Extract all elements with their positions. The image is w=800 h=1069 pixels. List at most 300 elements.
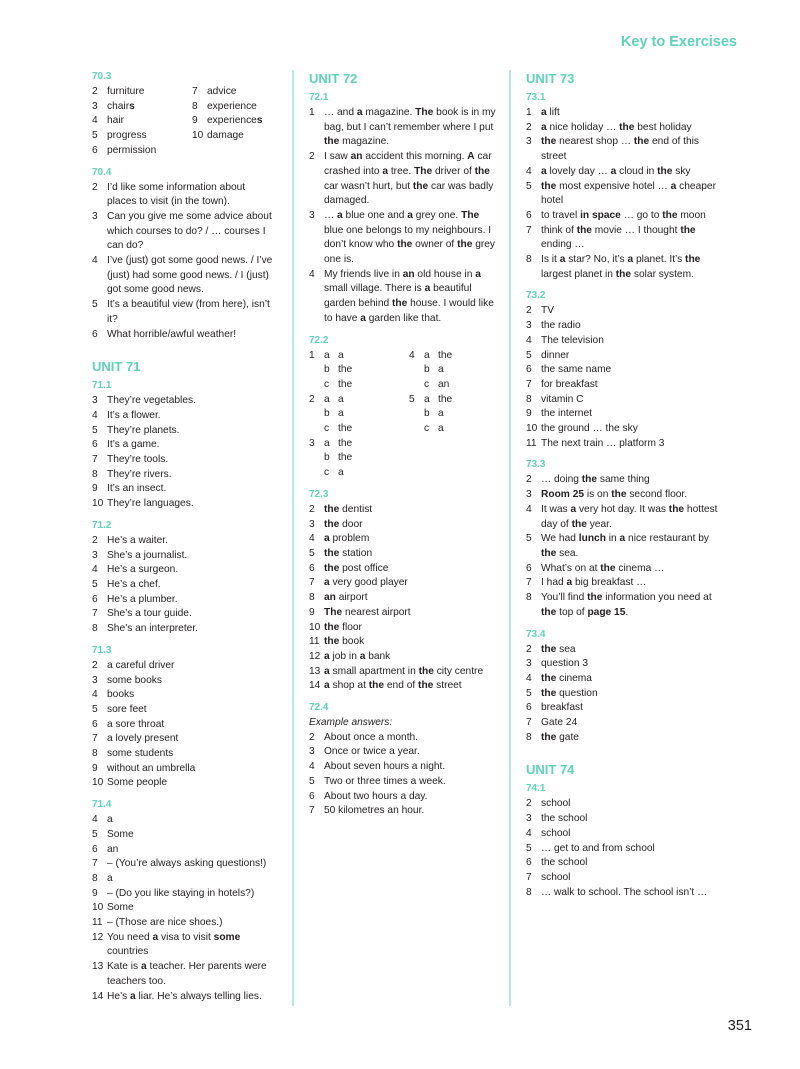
answer-text: hair bbox=[107, 115, 124, 127]
answer-text: a lovely present bbox=[107, 733, 179, 745]
answer-item bbox=[92, 438, 277, 453]
answer-number: 6 bbox=[526, 209, 532, 221]
answer-item bbox=[309, 437, 409, 452]
answer-text: a problem bbox=[324, 533, 370, 545]
answer-item bbox=[526, 304, 721, 319]
answer-number: 4 bbox=[526, 503, 532, 515]
answer-text: the school bbox=[541, 857, 588, 869]
answer-list bbox=[526, 304, 721, 451]
answer-text: progress bbox=[107, 130, 147, 142]
answer-number bbox=[409, 407, 424, 422]
answer-text: About seven hours a night. bbox=[324, 761, 446, 773]
answer-item bbox=[92, 688, 277, 703]
answer-item bbox=[92, 703, 277, 718]
answer-item bbox=[409, 363, 499, 378]
answer-number: 6 bbox=[92, 843, 98, 855]
answer-item bbox=[526, 827, 721, 842]
answer-item bbox=[526, 871, 721, 886]
answer-item bbox=[526, 106, 721, 121]
answer-number: 11 bbox=[526, 437, 537, 449]
answer-number: 14 bbox=[309, 680, 321, 692]
answer-text: a bbox=[338, 408, 344, 420]
answer-item bbox=[526, 591, 721, 620]
answer-item bbox=[526, 657, 721, 672]
answer-item bbox=[92, 534, 277, 549]
answer-number bbox=[309, 407, 324, 422]
answer-text: the bbox=[338, 423, 353, 435]
answer-number: 3 bbox=[309, 518, 315, 530]
exercise-label: 73.3 bbox=[526, 459, 546, 471]
answer-number: 8 bbox=[526, 731, 532, 743]
answer-item bbox=[309, 407, 409, 422]
answer-number: 4 bbox=[526, 672, 532, 684]
answer-number: 10 bbox=[92, 498, 104, 510]
answer-text: a sore throat bbox=[107, 718, 165, 730]
answer-item bbox=[309, 393, 409, 408]
answer-letter: a bbox=[424, 349, 430, 361]
answer-number: 2 bbox=[92, 86, 98, 97]
answer-text: Some bbox=[107, 828, 134, 840]
answer-number: 10 bbox=[92, 777, 104, 789]
answer-item bbox=[526, 422, 721, 437]
answer-item bbox=[309, 268, 499, 327]
exercise-label: 70.3 bbox=[92, 71, 112, 82]
answer-letter: c bbox=[424, 378, 430, 390]
answer-number: 9 bbox=[92, 887, 98, 899]
answer-number: 6 bbox=[309, 790, 315, 802]
answer-item bbox=[92, 424, 277, 439]
exercise-70-3 bbox=[92, 70, 277, 159]
answer-item bbox=[92, 887, 277, 902]
answer-text: Once or twice a year. bbox=[324, 746, 420, 758]
answer-item bbox=[92, 718, 277, 733]
answer-text: the radio bbox=[541, 320, 581, 332]
answer-item bbox=[309, 518, 499, 533]
answer-number: 6 bbox=[526, 702, 532, 714]
answer-text: She’s an interpreter. bbox=[107, 623, 198, 635]
answer-item bbox=[92, 776, 277, 791]
answer-text: vitamin C bbox=[541, 393, 584, 405]
exercise-label: 70.4 bbox=[92, 166, 112, 178]
answer-letter: b bbox=[324, 408, 330, 420]
answer-item bbox=[92, 563, 277, 578]
answer-item bbox=[92, 578, 277, 593]
answer-item bbox=[309, 532, 499, 547]
answer-item bbox=[309, 760, 499, 775]
answer-number: 13 bbox=[309, 665, 321, 677]
answer-item bbox=[526, 886, 721, 901]
answer-text: permission bbox=[107, 144, 157, 156]
answer-item bbox=[92, 960, 277, 989]
answer-number: 4 bbox=[92, 814, 98, 826]
answer-number: 7 bbox=[92, 608, 98, 620]
answer-number: 3 bbox=[526, 489, 532, 501]
exercise-70-4 bbox=[92, 166, 277, 343]
answer-item bbox=[309, 679, 499, 694]
answer-item bbox=[309, 349, 409, 364]
answer-number: 4 bbox=[92, 409, 98, 421]
column-2 bbox=[309, 70, 499, 826]
answer-list bbox=[192, 85, 282, 159]
answer-item bbox=[92, 990, 277, 1005]
answer-text: They’re planets. bbox=[107, 424, 180, 436]
answer-letter: c bbox=[324, 423, 330, 435]
answer-letter: b bbox=[424, 364, 430, 376]
answer-item bbox=[526, 503, 721, 532]
answer-number: 7 bbox=[526, 871, 532, 883]
answer-text: the sea bbox=[541, 643, 576, 655]
answer-letter: b bbox=[424, 408, 430, 420]
answer-number: 1 bbox=[309, 107, 315, 118]
answer-item bbox=[526, 180, 721, 209]
answer-number: 3 bbox=[309, 209, 315, 221]
answer-number bbox=[409, 378, 424, 393]
answer-number: 7 bbox=[526, 717, 532, 729]
unit-72-title: UNIT 72 bbox=[309, 71, 358, 86]
answer-number: 14 bbox=[92, 990, 104, 1002]
answer-list bbox=[92, 659, 277, 791]
answer-number: 10 bbox=[526, 423, 538, 435]
answer-text: They’re tools. bbox=[107, 454, 169, 466]
answer-number: 3 bbox=[92, 100, 98, 112]
example-note: Example answers: bbox=[309, 717, 393, 729]
answer-text: dinner bbox=[541, 349, 570, 361]
answer-text: the bbox=[338, 452, 353, 464]
answer-item bbox=[526, 643, 721, 658]
answer-number bbox=[309, 422, 324, 437]
exercise-label: 72.3 bbox=[309, 488, 329, 500]
answer-text: a lovely day … a cloud in the sky bbox=[541, 165, 691, 177]
answer-text: the bbox=[338, 437, 353, 449]
answer-text: the dentist bbox=[324, 503, 373, 515]
exercise-label: 74.1 bbox=[526, 783, 546, 795]
answer-number: 3 bbox=[526, 320, 532, 332]
answer-number: 2 bbox=[92, 534, 98, 546]
answer-text: books bbox=[107, 689, 135, 701]
exercise-72-4 bbox=[309, 701, 499, 819]
answer-item bbox=[526, 731, 721, 746]
answer-item bbox=[92, 453, 277, 468]
answer-text: They’re vegetables. bbox=[107, 395, 196, 407]
answer-text: 50 kilometres an hour. bbox=[324, 805, 425, 817]
answer-item bbox=[92, 931, 277, 960]
answer-number bbox=[309, 466, 324, 481]
answer-item bbox=[92, 622, 277, 637]
answer-text: About two hours a day. bbox=[324, 790, 428, 802]
answer-number: 12 bbox=[92, 931, 104, 943]
answer-number: 8 bbox=[526, 886, 532, 898]
answer-item bbox=[92, 254, 277, 298]
answer-number: 3 bbox=[92, 210, 98, 222]
answer-number: 4 bbox=[526, 827, 532, 839]
exercise-label: 72.2 bbox=[309, 334, 329, 346]
answer-text: breakfast bbox=[541, 702, 583, 714]
answer-text: Is it a star? No, it’s a planet. It’s the largest planet in the solar system. bbox=[541, 254, 701, 280]
answer-list bbox=[92, 534, 277, 637]
answer-list bbox=[526, 473, 721, 620]
answer-text: the bbox=[338, 378, 353, 390]
answer-item bbox=[309, 650, 499, 665]
answer-number: 5 bbox=[92, 703, 98, 715]
exercise-label: 71.1 bbox=[92, 380, 112, 392]
answer-list bbox=[526, 643, 721, 746]
answer-number: 1 bbox=[526, 107, 532, 118]
answer-item bbox=[309, 547, 499, 562]
answer-text: some books bbox=[107, 674, 162, 686]
answer-number: 5 bbox=[92, 424, 98, 436]
exercise-label: 72.4 bbox=[309, 702, 329, 714]
answer-letter: a bbox=[324, 393, 330, 405]
exercise-label: 71.2 bbox=[92, 519, 112, 531]
answer-text: the question bbox=[541, 687, 598, 699]
answer-item bbox=[526, 672, 721, 687]
answer-text: a small apartment in the city centre bbox=[324, 665, 484, 677]
answer-text: school bbox=[541, 798, 571, 810]
answer-item bbox=[92, 828, 277, 843]
answer-letter: a bbox=[324, 349, 330, 361]
answer-item bbox=[526, 253, 721, 282]
answer-text: The next train … platform 3 bbox=[541, 437, 665, 449]
answer-number: 4 bbox=[309, 761, 315, 773]
answer-text: for breakfast bbox=[541, 378, 598, 390]
answer-text: the nearest shop … the end of this street bbox=[541, 136, 699, 163]
answer-number: 10 bbox=[92, 902, 104, 914]
answer-item bbox=[92, 298, 277, 327]
answer-number: 4 bbox=[92, 115, 98, 127]
answer-number: 11 bbox=[309, 636, 320, 648]
answer-item bbox=[92, 210, 277, 254]
answer-number: 8 bbox=[92, 623, 98, 635]
answer-item bbox=[409, 378, 499, 393]
answer-number: 6 bbox=[92, 439, 98, 451]
answer-text: … get to and from school bbox=[541, 842, 655, 854]
answer-number: 7 bbox=[309, 805, 315, 817]
answer-item bbox=[309, 790, 499, 805]
answer-item bbox=[526, 562, 721, 577]
answer-text: I had a big breakfast … bbox=[541, 577, 647, 589]
answer-text: the floor bbox=[324, 621, 362, 633]
unit-73-title: UNIT 73 bbox=[526, 71, 575, 86]
answer-text: a careful driver bbox=[107, 659, 175, 671]
exercise-72-3 bbox=[309, 488, 499, 694]
answer-item bbox=[92, 482, 277, 497]
answer-number bbox=[409, 363, 424, 378]
answer-text: … and a magazine. The book is in my bag, but I can’t remember where I put the magazine. bbox=[324, 107, 496, 148]
unit-71-title: UNIT 71 bbox=[92, 359, 141, 375]
answer-text: the station bbox=[324, 547, 373, 559]
answer-number: 3 bbox=[92, 395, 98, 407]
answer-item bbox=[409, 393, 499, 408]
answer-text: a very good player bbox=[324, 577, 408, 589]
answer-number: 7 bbox=[92, 858, 98, 870]
answer-item bbox=[526, 334, 721, 349]
answer-item bbox=[92, 409, 277, 424]
exercise-71-4 bbox=[92, 798, 277, 1004]
answer-item bbox=[309, 363, 409, 378]
answer-item bbox=[92, 394, 277, 409]
answer-item bbox=[526, 701, 721, 716]
answer-list bbox=[526, 797, 721, 900]
answer-number bbox=[309, 451, 324, 466]
answer-text: damage bbox=[207, 130, 244, 142]
answer-text: the bbox=[438, 349, 453, 361]
answer-number: 5 bbox=[309, 775, 315, 787]
answer-text: the cinema bbox=[541, 672, 592, 684]
answer-number: 11 bbox=[92, 917, 103, 929]
answer-text: to travel in space … go to the moon bbox=[541, 209, 706, 221]
answer-item bbox=[526, 224, 721, 253]
answer-number bbox=[309, 378, 324, 393]
answer-item bbox=[409, 349, 499, 364]
answer-item bbox=[409, 407, 499, 422]
answer-text: What’s on at the cinema … bbox=[541, 562, 665, 574]
answer-text: some students bbox=[107, 748, 174, 760]
answer-list bbox=[92, 394, 277, 512]
answer-number: 5 bbox=[92, 578, 98, 590]
answer-text: sore feet bbox=[107, 703, 147, 715]
answer-letter: c bbox=[424, 423, 430, 435]
answer-text: It’s an insect. bbox=[107, 483, 167, 495]
answer-text: They’re languages. bbox=[107, 498, 194, 510]
answer-list bbox=[92, 85, 192, 159]
answer-text: I’d like some information about places to visit (in the town). bbox=[107, 181, 246, 208]
answer-text: think of the movie … I thought the ending … bbox=[541, 224, 696, 251]
answer-item bbox=[526, 135, 721, 164]
answer-text: chairs bbox=[107, 100, 135, 112]
answer-number: 5 bbox=[92, 828, 98, 840]
exercise-72-2 bbox=[309, 334, 499, 481]
answer-item bbox=[92, 762, 277, 777]
answer-number: 6 bbox=[526, 857, 532, 869]
answer-text: He’s a plumber. bbox=[107, 593, 178, 605]
answer-letter: c bbox=[324, 378, 330, 390]
answer-text: the same name bbox=[541, 364, 612, 376]
answer-number: 2 bbox=[92, 181, 98, 193]
answer-item bbox=[192, 85, 282, 100]
answer-number: 2 bbox=[526, 121, 532, 133]
answer-text: Can you give me some advice about which courses to do? / … courses I can do? bbox=[107, 210, 272, 252]
answer-item bbox=[526, 363, 721, 378]
answer-number bbox=[309, 363, 324, 378]
answer-number: 3 bbox=[92, 549, 98, 561]
answer-item bbox=[92, 181, 277, 210]
answer-number: 4 bbox=[92, 564, 98, 576]
answer-number: 10 bbox=[309, 621, 321, 633]
answer-item bbox=[526, 378, 721, 393]
exercise-label: 73.4 bbox=[526, 628, 546, 640]
answer-number: 3 bbox=[526, 658, 532, 670]
answer-number: 6 bbox=[92, 718, 98, 730]
answer-item bbox=[309, 562, 499, 577]
answer-number: 2 bbox=[526, 643, 532, 655]
answer-text: the school bbox=[541, 813, 588, 825]
answer-item bbox=[526, 319, 721, 334]
answer-item bbox=[92, 607, 277, 622]
answer-text: an airport bbox=[324, 592, 368, 604]
answer-item bbox=[526, 165, 721, 180]
answer-number: 8 bbox=[526, 592, 532, 604]
answer-number: 12 bbox=[309, 650, 321, 662]
exercise-label: 73.2 bbox=[526, 290, 546, 302]
answer-item bbox=[92, 144, 192, 159]
answer-text: He’s a surgeon. bbox=[107, 564, 179, 576]
exercise-label: 72.1 bbox=[309, 92, 329, 103]
answer-text: a lift bbox=[541, 107, 560, 118]
answer-item bbox=[309, 150, 499, 209]
answer-number: 2 bbox=[526, 305, 532, 317]
answer-item bbox=[309, 635, 499, 650]
answer-number: 13 bbox=[92, 961, 104, 973]
exercise-74-1 bbox=[526, 782, 721, 900]
answer-text: an bbox=[107, 843, 119, 855]
answer-item bbox=[526, 349, 721, 364]
answer-number: 7 bbox=[309, 577, 315, 589]
exercise-71-2 bbox=[92, 519, 277, 637]
answer-list bbox=[92, 181, 277, 343]
exercise-73-4 bbox=[526, 628, 721, 746]
answer-number: 2 bbox=[526, 474, 532, 486]
answer-number: 7 bbox=[526, 378, 532, 390]
answer-item bbox=[526, 437, 721, 452]
answer-item bbox=[309, 665, 499, 680]
answer-item bbox=[309, 209, 499, 268]
answer-text: Room 25 is on the second floor. bbox=[541, 489, 688, 501]
answer-text: – (Do you like staying in hotels?) bbox=[107, 887, 255, 899]
answer-item bbox=[192, 114, 282, 129]
answer-text: You need a visa to visit some countries bbox=[107, 931, 241, 958]
answer-item bbox=[92, 497, 277, 512]
answer-list bbox=[309, 349, 409, 481]
answer-item bbox=[92, 916, 277, 931]
answer-text: I saw an accident this morning. A car crashed into a tree. The driver of the car wasn’t hurt, but the car was badly damaged. bbox=[324, 151, 494, 207]
answer-item bbox=[526, 842, 721, 857]
answer-text: We had lunch in a nice restaurant by the sea. bbox=[541, 533, 710, 559]
answer-number: 2 bbox=[526, 798, 532, 810]
answer-item bbox=[526, 576, 721, 591]
column-divider bbox=[292, 70, 294, 1006]
answer-text: Some people bbox=[107, 777, 168, 789]
answer-number: 7 bbox=[192, 86, 198, 97]
answer-number: 7 bbox=[92, 454, 98, 466]
exercise-72-1 bbox=[309, 91, 499, 327]
answer-item bbox=[526, 393, 721, 408]
answer-item bbox=[92, 100, 192, 115]
answer-number: 6 bbox=[92, 328, 98, 340]
answer-number: 5 bbox=[526, 349, 532, 361]
answer-number: 2 bbox=[92, 659, 98, 671]
answer-text: They’re rivers. bbox=[107, 468, 172, 480]
answer-text: She’s a journalist. bbox=[107, 549, 188, 561]
answer-number: 9 bbox=[526, 408, 532, 420]
answer-item bbox=[309, 378, 409, 393]
answer-number bbox=[409, 422, 424, 437]
exercise-71-3 bbox=[92, 644, 277, 791]
answer-text: an bbox=[438, 378, 450, 390]
answer-number: 8 bbox=[309, 592, 315, 604]
answer-number: 10 bbox=[192, 130, 204, 142]
answer-text: She’s a tour guide. bbox=[107, 608, 192, 620]
answer-text: … doing the same thing bbox=[541, 474, 650, 486]
answer-text: My friends live in an old house in a small village. There is a beautiful garden behind the house. I would like to have a garden like that. bbox=[324, 268, 494, 324]
answer-text: the book bbox=[324, 636, 365, 648]
answer-text: You’ll find the information you need at the top of page 15. bbox=[541, 592, 712, 618]
answer-item bbox=[92, 843, 277, 858]
answer-text: the bbox=[438, 393, 453, 405]
answer-text: … a blue one and a grey one. The blue one belongs to my neighbours. I don’t know who the owner of the grey one is. bbox=[324, 209, 496, 266]
answer-text: the post office bbox=[324, 562, 389, 574]
answer-text: a bbox=[338, 467, 344, 479]
answer-text: a bbox=[107, 872, 113, 884]
